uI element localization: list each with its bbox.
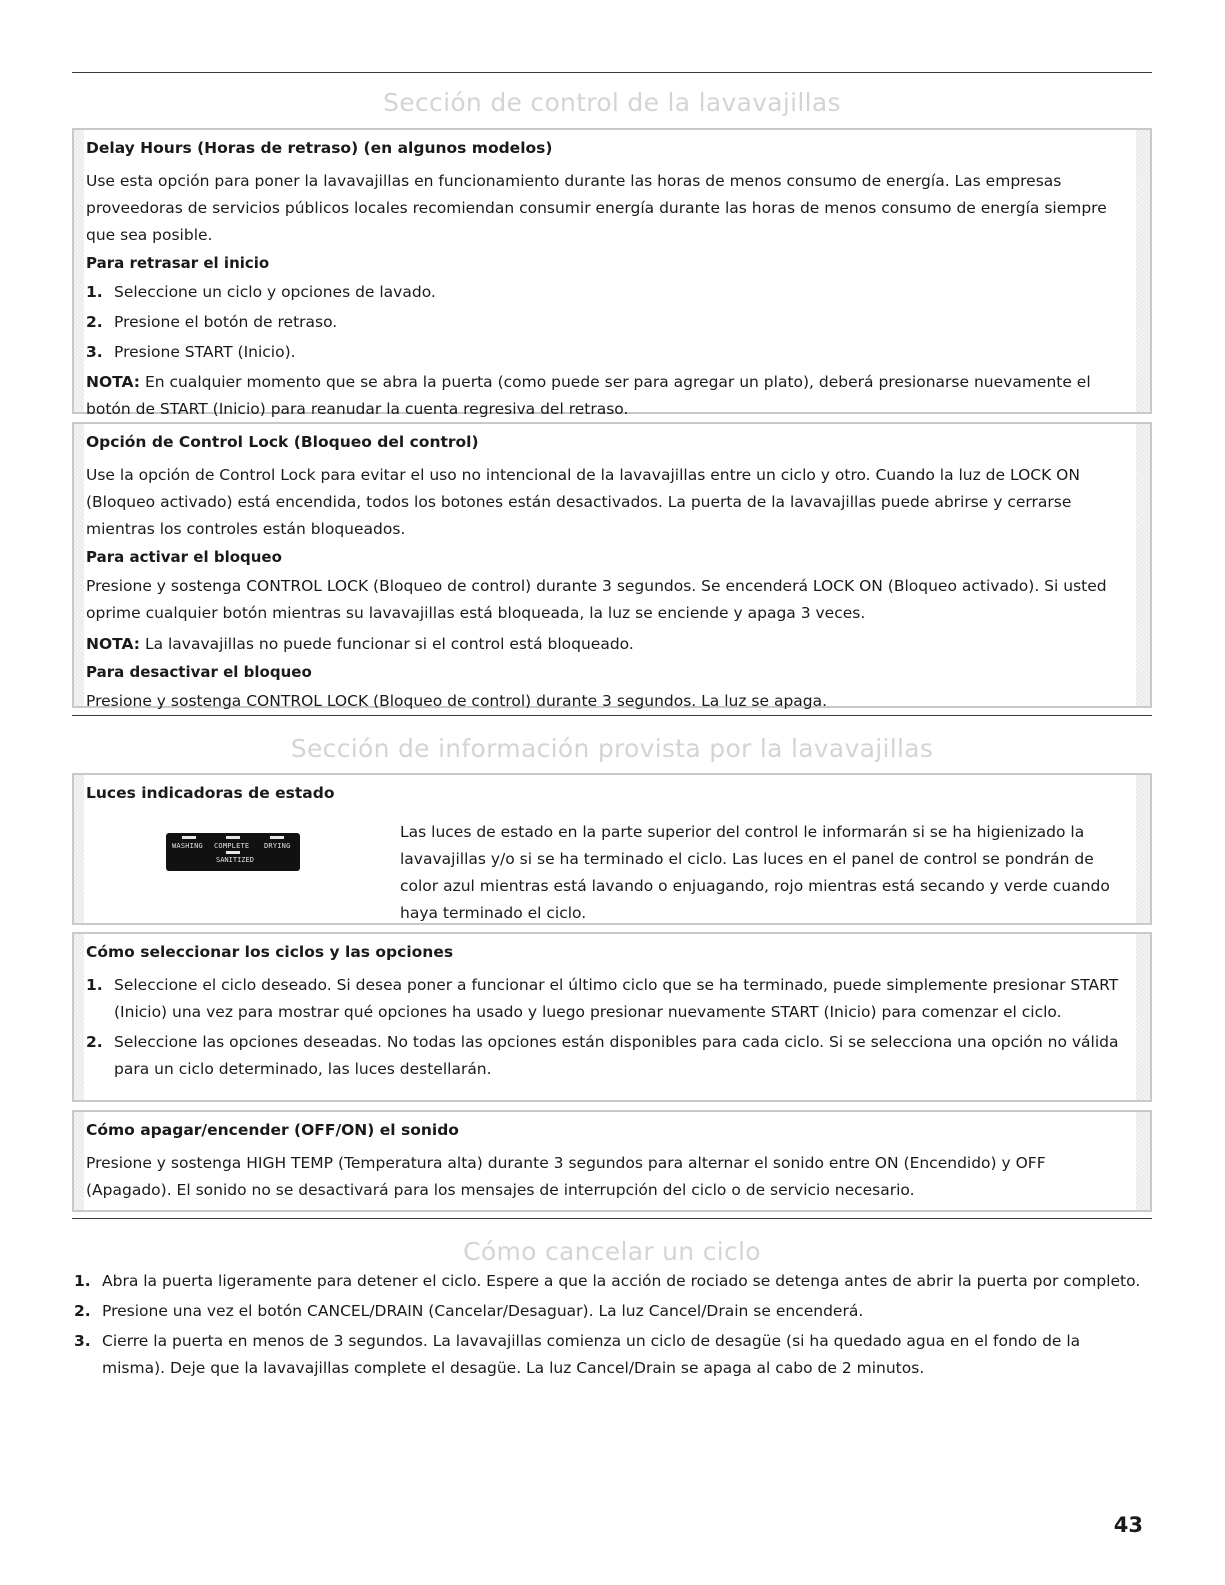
status-lights-text: Las luces de estado en la parte superior del control le informarán si se ha higienizado la lavavajillas y/o si se ha terminado el ciclo. Las luces en el panel de control se pondrán de color azul mientras está lavando o enjuagando, rojo mientras está secando y verde cuando haya terminado el ciclo.	[400, 823, 1110, 922]
lock-deactivate-subtitle: Para desactivar el bloqueo	[86, 663, 312, 681]
lock-activate-subtitle: Para activar el bloqueo	[86, 548, 282, 566]
lock-note: NOTA: La lavavajillas no puede funcionar si el control está bloqueado.	[86, 635, 634, 653]
section-divider	[72, 1218, 1152, 1219]
delay-start-subtitle: Para retrasar el inicio	[86, 254, 270, 272]
control-lock-intro: Use la opción de Control Lock para evitar el uso no intencional de la lavavajillas entre un ciclo y otro. Cuando la luz de LOCK ON (Bloqueo activado) está encendida, todos los botones están desactivados. La puerta de la lavavajillas puede abrirse y cerrarse mientras los controles están bloqueados.	[86, 466, 1080, 538]
select-cycles-title: Cómo seleccionar los ciclos y las opciones	[86, 943, 454, 961]
status-lights-box	[72, 773, 1152, 925]
select-cycles-box	[72, 932, 1152, 1102]
cancel-steps	[74, 1268, 1142, 1385]
status-panel-image: WASHING COMPLETE DRYING SANITIZED	[166, 833, 300, 871]
section-divider	[72, 72, 1152, 73]
list-item: 3. Cierre la puerta en menos de 3 segundos. La lavavajillas comienza un ciclo de desagüe (si ha quedado agua en el fondo de la misma). Deje que la lavavajillas complete el desagüe. La luz Cancel/Drain se apaga al cabo de 2 minutos.	[74, 1332, 1081, 1377]
section-heading-cancel: Cómo cancelar un ciclo	[463, 1237, 761, 1266]
sound-text: Presione y sostenga HIGH TEMP (Temperatura alta) durante 3 segundos para alternar el sonido entre ON (Encendido) y OFF (Apagado). El sonido no se desactivará para los mensajes de interrupción del ciclo o de servicio necesario.	[86, 1154, 1046, 1199]
page-number: 43	[1113, 1513, 1143, 1537]
section-heading-control: Sección de control de la lavavajillas	[383, 88, 841, 117]
sound-title: Cómo apagar/encender (OFF/ON) el sonido	[86, 1121, 459, 1139]
delay-note: NOTA: En cualquier momento que se abra la puerta (como puede ser para agregar un plato), deberá presionarse nuevamente el botón de START (Inicio) para reanudar la cuenta regresiva del retraso.	[86, 373, 1091, 418]
delay-hours-box	[72, 128, 1152, 418]
list-item: 1. Seleccione un ciclo y opciones de lavado.	[86, 283, 436, 301]
list-item: 2. Presione una vez el botón CANCEL/DRAIN (Cancelar/Desaguar). La luz Cancel/Drain se encenderá.	[74, 1302, 864, 1320]
list-item: 2. Seleccione las opciones deseadas. No todas las opciones están disponibles para cada ciclo. Si se selecciona una opción no válida para un ciclo determinado, las luces destellarán.	[86, 1033, 1119, 1078]
status-lights-title: Luces indicadoras de estado	[86, 784, 335, 802]
lock-deactivate-text: Presione y sostenga CONTROL LOCK (Bloqueo de control) durante 3 segundos. La luz se apaga.	[86, 692, 828, 710]
control-lock-title: Opción de Control Lock (Bloqueo del control)	[86, 433, 479, 451]
control-lock-box	[72, 422, 1152, 708]
sound-box	[72, 1110, 1152, 1212]
lock-activate-text: Presione y sostenga CONTROL LOCK (Bloqueo de control) durante 3 segundos. Se encenderá LOCK ON (Bloqueo activado). Si usted oprime cualquier botón mientras su lavavajillas está bloqueada, la luz se enciende y apaga 3 veces.	[86, 577, 1107, 622]
section-divider	[72, 715, 1152, 716]
section-heading-info: Sección de información provista por la lavavajillas	[290, 734, 934, 763]
delay-hours-intro: Use esta opción para poner la lavavajillas en funcionamiento durante las horas de menos consumo de energía. Las empresas proveedoras de servicios públicos locales recomiendan consumir energía durante las horas de menos consumo de energía siempre que sea posible.	[86, 172, 1107, 244]
delay-hours-title: Delay Hours (Horas de retraso) (en algunos modelos)	[86, 139, 553, 157]
list-item: 1. Seleccione el ciclo deseado. Si desea poner a funcionar el último ciclo que se ha terminado, puede simplemente presionar START (Inicio) una vez para mostrar qué opciones ha usado y luego presionar nuevamente START (Inicio) para comenzar el ciclo.	[86, 976, 1119, 1021]
list-item: 2. Presione el botón de retraso.	[86, 313, 338, 331]
list-item: 1. Abra la puerta ligeramente para detener el ciclo. Espere a que la acción de rociado se detenga antes de abrir la puerta por completo.	[74, 1272, 1141, 1290]
list-item: 3. Presione START (Inicio).	[86, 343, 296, 361]
